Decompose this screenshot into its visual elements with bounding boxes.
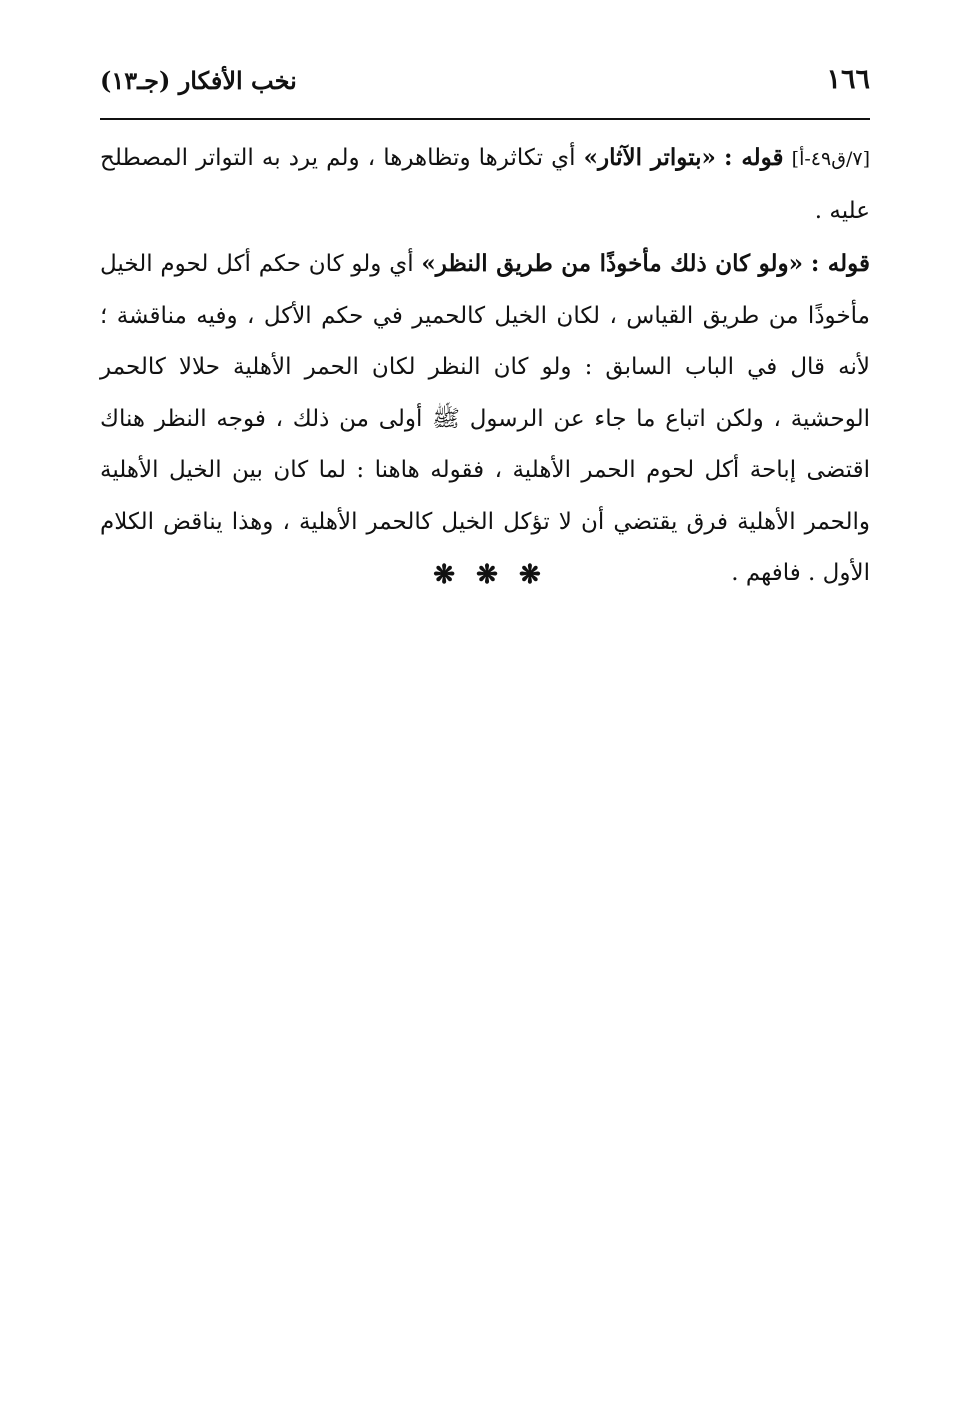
qawluh-label: قوله : xyxy=(810,250,871,277)
paragraph-text: أي تكاثرها وتظاهرها ، ولم يرد به التواتر المصطلح عليه . xyxy=(100,145,870,224)
header-rule xyxy=(100,118,870,120)
body-text xyxy=(100,132,870,600)
quoted-phrase: «بتواتر الآثار» xyxy=(583,144,716,171)
paragraph-text: أي ولو كان حكم أكل لحوم الخيل مأخوذًا من طريق القياس ، لكان الخيل كالحمير في حكم الأكل ، وفيه مناقشة ؛ لأنه قال في الباب السابق : ولو كان النظر لكان الحمر الأهلية حلالا كالحمر الوحشية ، ولكن اتباع ما جاء عن الرسول ﷺ أولى من ذلك ، فوجه النظر هناك اقتضى إباحة أكل لحوم الحمر الأهلية ، فقوله هاهنا : لما كان بين الخيل الأهلية والحمر الأهلية فرق يقتضي أن لا تؤكل الخيل كالحمر الأهلية ، وهذا يناقض الكلام الأول . فافهم . xyxy=(100,251,870,586)
paragraph-1 xyxy=(100,132,870,237)
page-number: ١٦٦ xyxy=(826,64,870,95)
manuscript-reference: [٧/ق٤٩-أ] xyxy=(791,148,870,170)
page-header xyxy=(100,62,870,106)
paragraph-2 xyxy=(100,238,870,600)
running-title: نخب الأفكار (جـ١٣) xyxy=(100,66,297,95)
quoted-phrase: «ولو كان ذلك مأخوذًا من طريق النظر» xyxy=(421,250,803,277)
qawluh-label: قوله : xyxy=(724,144,784,171)
section-separator: ❋ ❋ ❋ xyxy=(433,560,547,590)
